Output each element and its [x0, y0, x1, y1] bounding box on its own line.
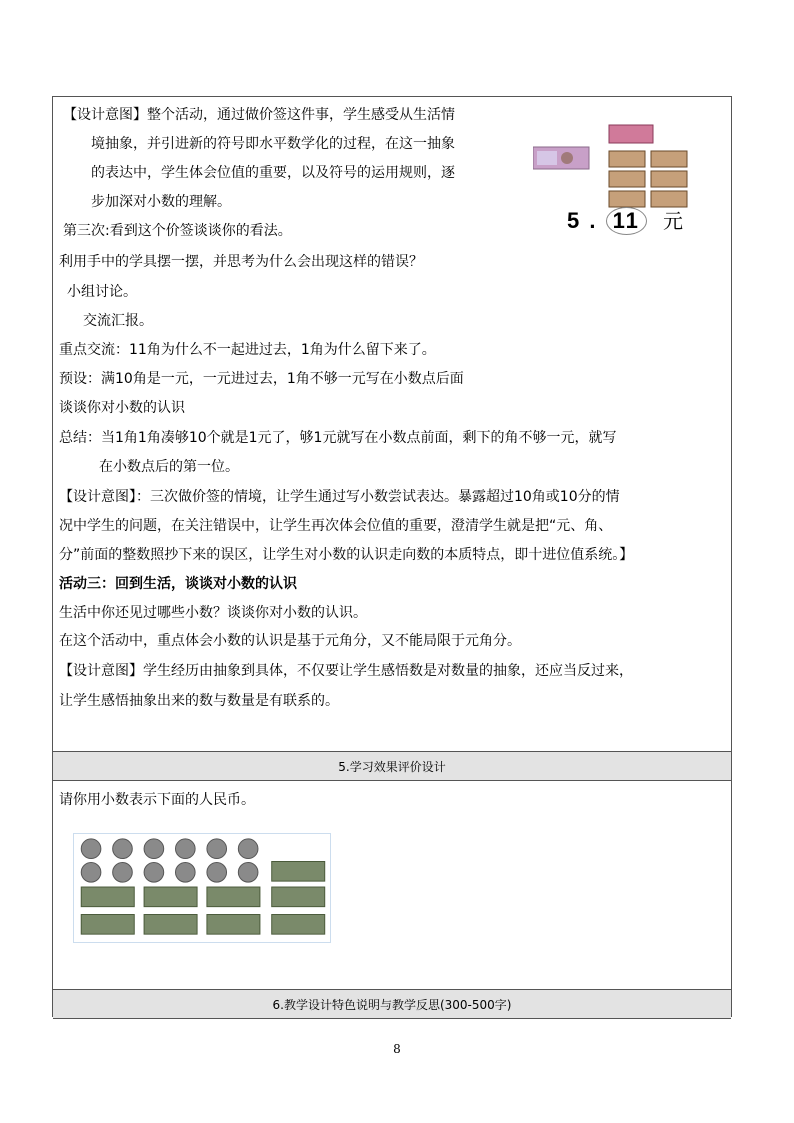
key-exchange: 重点交流：11角为什么不一起进过去，1角为什么留下来了。 — [59, 342, 436, 358]
design-intent-1b: 境抽象，并引进新的符号即水平数学化的过程，在这一抽象 — [91, 136, 455, 152]
life-decimals: 生活中你还见过哪些小数？谈谈你对小数的认识。 — [59, 605, 367, 621]
manipulate-prompt: 利用手中的学具摆一摆，并思考为什么会出现这样的错误？ — [59, 254, 423, 270]
page-number: 8 — [393, 1042, 401, 1056]
design-intent-2b: 况中学生的问题，在关注错误中，让学生再次体会位值的重要，澄清学生就是把“元、角、 — [59, 518, 613, 534]
activity-three-heading: 活动三：回到生活，谈谈对小数的认识 — [59, 576, 297, 592]
design-intent-2: 【设计意图】：三次做价签的情境，让学生通过写小数尝试表达。暴露超过10角或10分的情 — [59, 489, 620, 505]
talk-decimals: 谈谈你对小数的认识 — [59, 400, 185, 416]
group-discussion: 小组讨论。 — [67, 284, 137, 300]
section-6-header: 6.教学设计特色说明与教学反思(300-500字) — [53, 989, 731, 1019]
design-intent-1c: 的表达中，学生体会位值的重要，以及符号的运用规则，逐 — [91, 165, 455, 181]
money-image-top — [533, 115, 713, 215]
third-attempt: 第三次:看到这个价签谈谈你的看法。 — [63, 223, 292, 239]
price-circled-digits: 11 — [606, 207, 647, 235]
summary-b: 在小数点后的第一位。 — [99, 459, 239, 475]
lesson-table — [52, 96, 732, 1017]
design-intent-3: 【设计意图】学生经历由抽象到具体，不仅要让学生感悟数是对数量的抽象，还应当反过来， — [59, 663, 633, 679]
design-intent-3b: 让学生感悟抽象出来的数与数量是有联系的。 — [59, 693, 339, 709]
section-5-header: 5.学习效果评价设计 — [53, 751, 731, 781]
activity-focus: 在这个活动中，重点体会小数的认识是基于元角分，又不能局限于元角分。 — [59, 633, 521, 649]
summary: 总结：当1角1角凑够10个就是1元了，够1元就写在小数点前面，剩下的角不够一元，就写 — [59, 430, 617, 446]
price-dot: . — [589, 208, 598, 233]
design-intent-1: 【设计意图】整个活动，通过做价签这件事，学生感受从生活情 — [63, 107, 455, 123]
coins — [81, 839, 258, 882]
section-5-question: 请你用小数表示下面的人民币。 — [59, 792, 255, 808]
price-unit: 元 — [663, 211, 686, 233]
report: 交流汇报。 — [83, 313, 153, 329]
price-whole: 5 — [567, 208, 582, 233]
design-intent-1d: 步加深对小数的理解。 — [91, 194, 231, 210]
rmb-image — [73, 833, 331, 943]
design-intent-2c: 分”前面的整数照抄下来的误区，让学生对小数的认识走向数的本质特点，即十进位值系统。】 — [59, 547, 634, 563]
price-tag — [567, 205, 685, 235]
preset: 预设：满10角是一元，一元进过去，1角不够一元写在小数点后面 — [59, 371, 464, 387]
